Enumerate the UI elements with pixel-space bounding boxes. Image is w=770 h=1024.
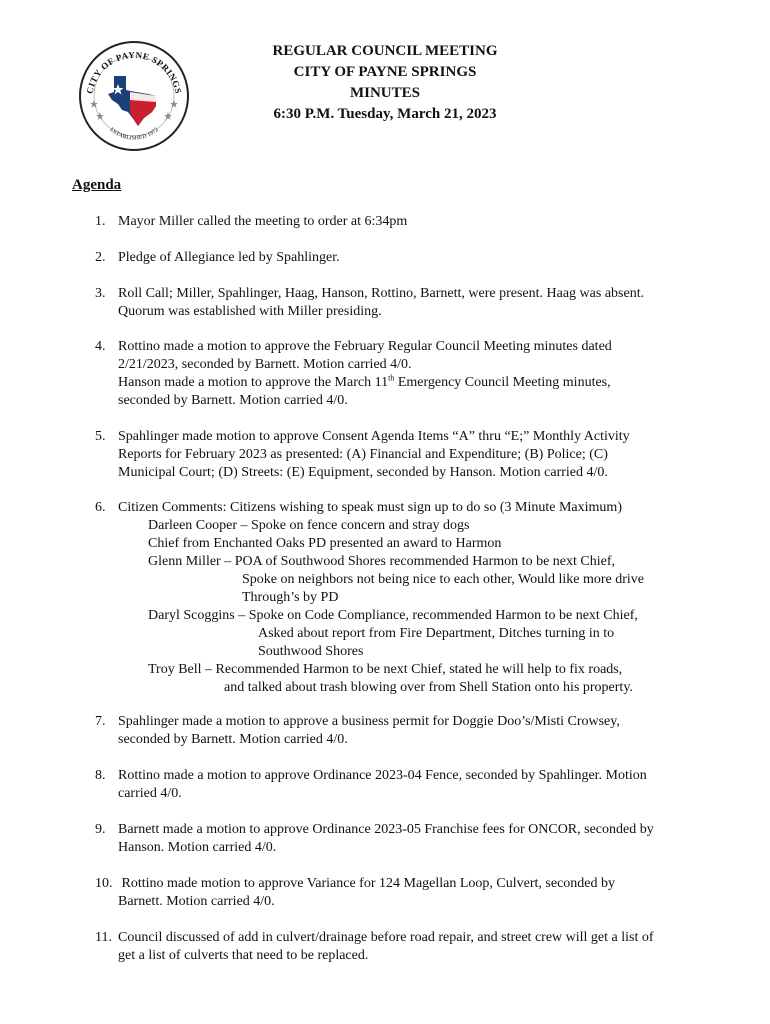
item-text: Pledge of Allegiance led by Spahlinger. xyxy=(118,250,340,265)
item-text-part: Hanson made a motion to approve the March 11 xyxy=(118,375,389,390)
citizen-comment-continued: Southwood Shores xyxy=(258,644,364,659)
city-seal-logo xyxy=(78,40,190,152)
citizen-comment-continued: Spoke on neighbors not being nice to each other, Would like more drive xyxy=(242,572,645,587)
item-text: get a list of culverts that need to be replaced. xyxy=(118,948,369,963)
item-number: 6. xyxy=(95,500,106,515)
ordinal-suffix: th xyxy=(388,373,395,383)
seal-bottom-text: ESTABLISHED 1972 xyxy=(108,126,160,142)
item-text: carried 4/0. xyxy=(118,786,182,801)
item-text: Quorum was established with Miller presiding. xyxy=(118,304,382,319)
item-text: Council discussed of add in culvert/drainage before road repair, and street crew will get a list of xyxy=(118,930,654,945)
city-name: CITY OF PAYNE SPRINGS xyxy=(293,64,477,80)
item-text: Spahlinger made motion to approve Consent Agenda Items “A” thru “E;” Monthly Activity xyxy=(118,429,630,444)
citizen-comment: Chief from Enchanted Oaks PD presented an award to Harmon xyxy=(148,536,502,551)
item-number: 9. xyxy=(95,822,106,837)
meeting-datetime: 6:30 P.M. Tuesday, March 21, 2023 xyxy=(273,106,497,122)
seal-top-text: CITY OF PAYNE SPRINGS xyxy=(84,49,184,95)
meeting-type: REGULAR COUNCIL MEETING xyxy=(272,43,498,59)
item-text: Hanson. Motion carried 4/0. xyxy=(118,840,277,855)
document-type: MINUTES xyxy=(349,85,420,101)
item-number: 4. xyxy=(95,339,106,354)
item-text: Rottino made motion to approve Variance for 124 Magellan Loop, Culvert, seconded by xyxy=(118,876,616,891)
item-text xyxy=(118,374,708,392)
item-text: Rottino made a motion to approve Ordinance 2023-04 Fence, seconded by Spahlinger. Motion xyxy=(118,768,647,783)
item-text: Rottino made a motion to approve the February Regular Council Meeting minutes dated xyxy=(118,339,612,354)
citizen-comment: Glenn Miller – POA of Southwood Shores recommended Harmon to be next Chief, xyxy=(148,554,615,569)
item-text: Reports for February 2023 as presented: (A) Financial and Expenditure; (B) Police; (C) xyxy=(118,447,608,462)
item-text-part: Emergency Council Meeting minutes, xyxy=(394,375,611,390)
item-text: Citizen Comments: Citizens wishing to speak must sign up to do so (3 Minute Maximum) xyxy=(118,500,622,515)
item-text: Spahlinger made a motion to approve a business permit for Doggie Doo’s/Misti Crowsey, xyxy=(118,714,620,729)
item-text: seconded by Barnett. Motion carried 4/0. xyxy=(118,732,348,747)
item-number: 5. xyxy=(95,429,106,444)
item-text: Municipal Court; (D) Streets: (E) Equipment, seconded by Hanson. Motion carried 4/0. xyxy=(118,465,608,480)
item-text: seconded by Barnett. Motion carried 4/0. xyxy=(118,393,348,408)
item-text: Mayor Miller called the meeting to order at 6:34pm xyxy=(118,214,408,229)
citizen-comment: Daryl Scoggins – Spoke on Code Compliance, recommended Harmon to be next Chief, xyxy=(148,608,638,623)
item-text: Barnett made a motion to approve Ordinance 2023-05 Franchise fees for ONCOR, seconded by xyxy=(118,822,654,837)
agenda-heading: Agenda xyxy=(72,177,122,193)
item-text: Barnett. Motion carried 4/0. xyxy=(118,894,275,909)
document-header xyxy=(200,41,570,125)
item-number: 8. xyxy=(95,768,106,783)
item-number: 2. xyxy=(95,250,106,265)
item-number: 11. xyxy=(95,930,112,945)
citizen-comment: Troy Bell – Recommended Harmon to be next Chief, stated he will help to fix roads, xyxy=(148,662,623,677)
citizen-comment-continued: Through’s by PD xyxy=(242,590,339,605)
citizen-comment-continued: and talked about trash blowing over from Shell Station onto his property. xyxy=(224,680,633,695)
item-number: 7. xyxy=(95,714,106,729)
citizen-comment-continued: Asked about report from Fire Department, Ditches turning in to xyxy=(258,626,615,641)
item-text: Roll Call; Miller, Spahlinger, Haag, Hanson, Rottino, Barnett, were present. Haag was absent. xyxy=(118,286,645,301)
citizen-comment: Darleen Cooper – Spoke on fence concern and stray dogs xyxy=(148,518,470,533)
item-number: 1. xyxy=(95,214,106,229)
item-number: 3. xyxy=(95,286,106,301)
item-text: 2/21/2023, seconded by Barnett. Motion carried 4/0. xyxy=(118,357,412,372)
item-number: 10. xyxy=(95,876,113,891)
